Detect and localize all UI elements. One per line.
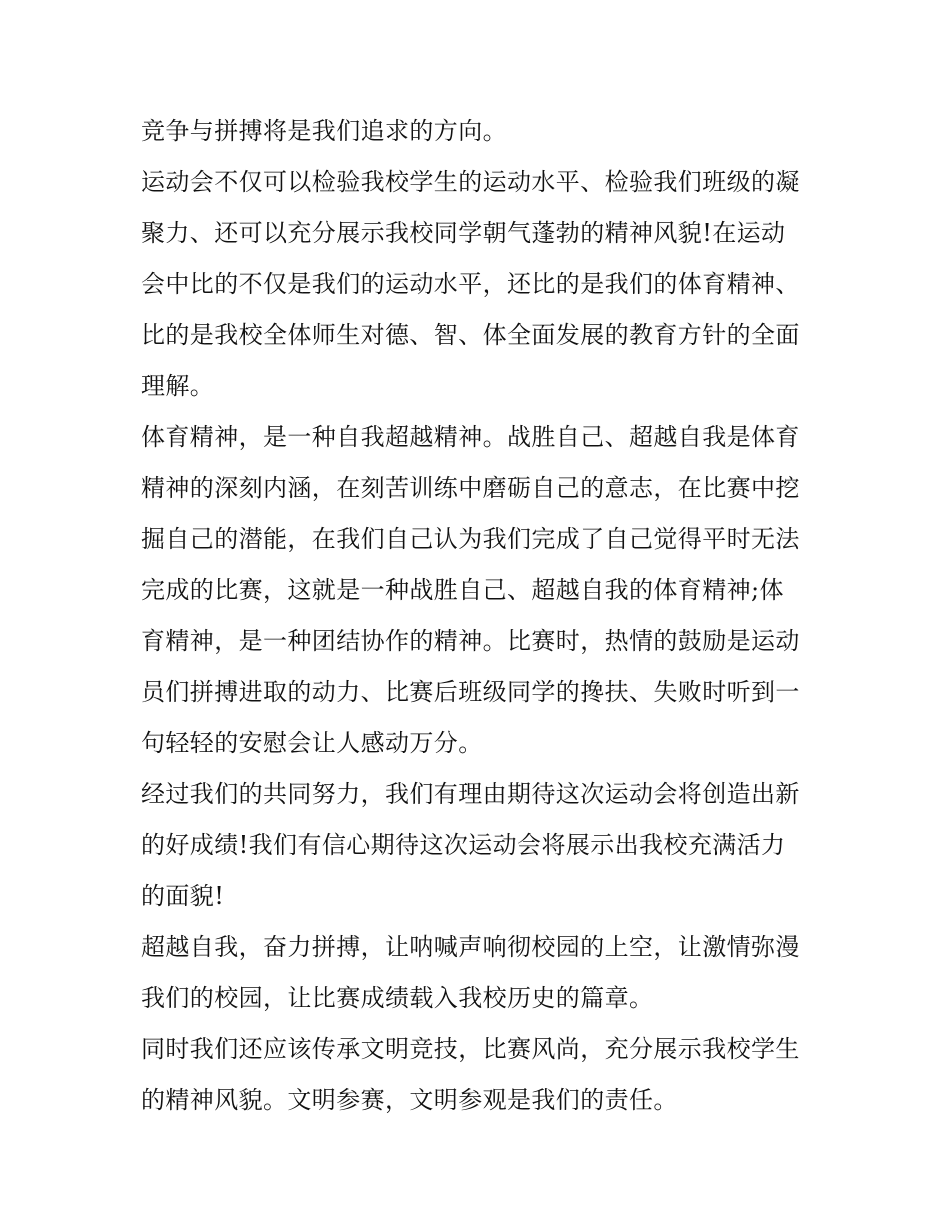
paragraph-4: [141, 769, 813, 922]
paragraph-3: [141, 412, 813, 769]
text-line: 掘自己的潜能，在我们自己认为我们完成了自己觉得平时无法: [141, 525, 800, 553]
text-line: 会中比的不仅是我们的运动水平，还比的是我们的体育精神、: [141, 270, 800, 298]
paragraph-2: [141, 157, 813, 412]
text-line: 句轻轻的安慰会让人感动万分。: [141, 729, 483, 757]
text-line: 的面貌!: [141, 882, 225, 910]
text-line: 超越自我，奋力拼搏，让呐喊声响彻校园的上空，让激情弥漫: [141, 933, 800, 961]
text-line: 完成的比赛，这就是一种战胜自己、超越自我的体育精神;体: [141, 576, 784, 604]
text-line: 我们的校园，让比赛成绩载入我校历史的篇章。: [141, 984, 654, 1012]
text-line: 经过我们的共同努力，我们有理由期待这次运动会将创造出新: [141, 780, 800, 808]
paragraph-1: [141, 106, 813, 157]
text-line: 的好成绩!我们有信心期待这次运动会将展示出我校充满活力: [141, 831, 786, 859]
paragraph-6: [141, 1024, 813, 1126]
text-line: 同时我们还应该传承文明竞技，比赛风尚，充分展示我校学生: [141, 1035, 800, 1063]
paragraph-5: [141, 922, 813, 1024]
document-body: [141, 106, 813, 1126]
text-line: 员们拼搏进取的动力、比赛后班级同学的搀扶、失败时听到一: [141, 678, 800, 706]
text-line: 的精神风貌。文明参赛，文明参观是我们的责任。: [141, 1086, 678, 1114]
text-line: 聚力、还可以充分展示我校同学朝气蓬勃的精神风貌!在运动: [141, 219, 786, 247]
text-line: 运动会不仅可以检验我校学生的运动水平、检验我们班级的凝: [141, 168, 800, 196]
text-line: 体育精神，是一种自我超越精神。战胜自己、超越自我是体育: [141, 423, 800, 451]
text-line: 精神的深刻内涵，在刻苦训练中磨砺自己的意志，在比赛中挖: [141, 474, 800, 502]
text-line: 竞争与拼搏将是我们追求的方向。: [141, 117, 507, 145]
text-line: 育精神，是一种团结协作的精神。比赛时，热情的鼓励是运动: [141, 627, 800, 655]
text-line: 比的是我校全体师生对德、智、体全面发展的教育方针的全面: [141, 321, 800, 349]
text-line: 理解。: [141, 372, 215, 400]
